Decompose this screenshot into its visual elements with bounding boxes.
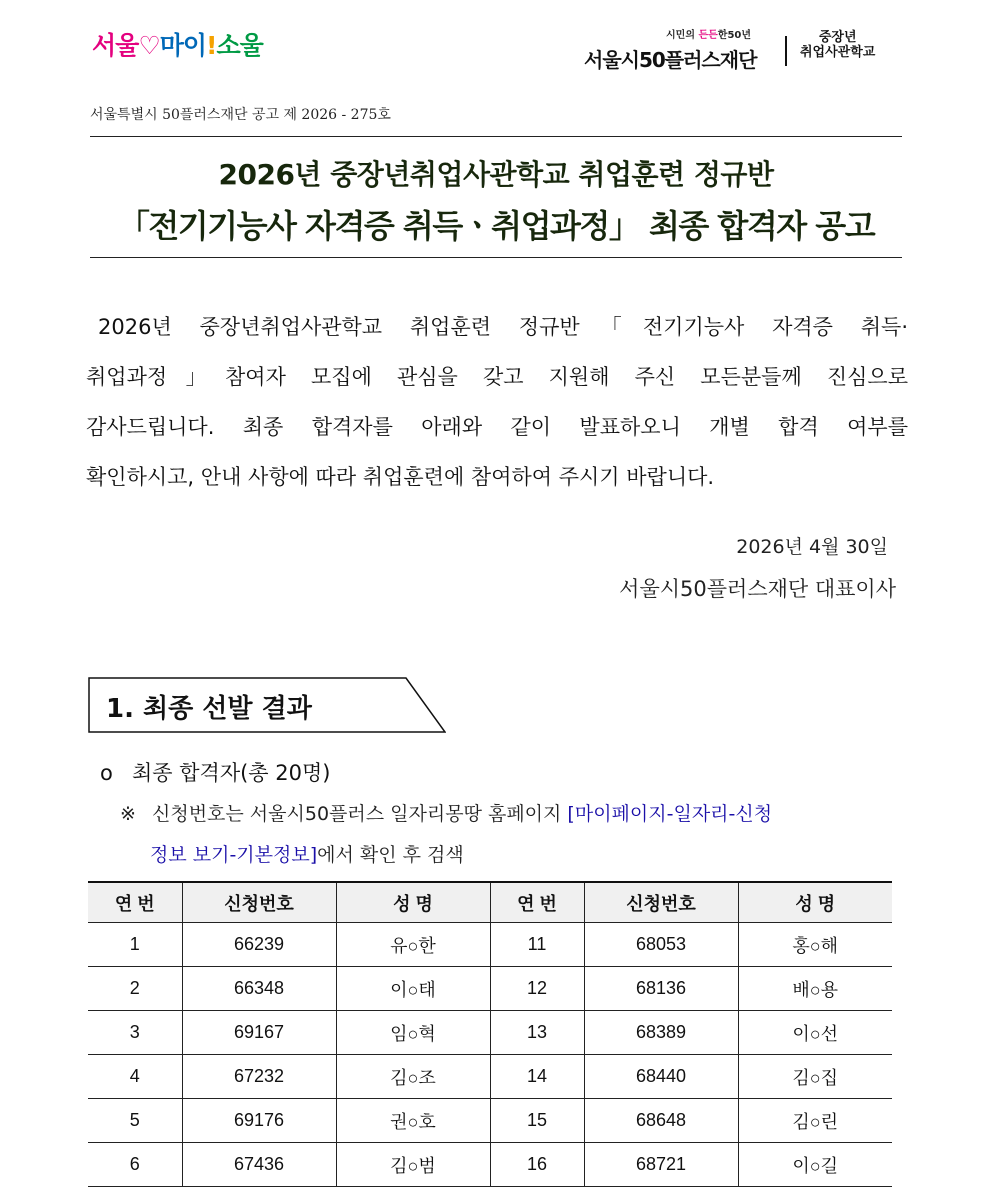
mypage-path-link: [마이페이지-일자리-신청	[567, 803, 773, 825]
intro-paragraph: 2026년 중장년취업사관학교 취업훈련 정규반「전기기능사 자격증 취득· 취업과정」참여자 모집에 관심을 갖고 지원해 주신 모든분들께 진심으로 감사드립니다. 최종 합격자를 아래와 같이 발표하오니 개별 합격 여부를 확인하시고, 안내 사항에 따라 취업훈련에 참여하여 주시기 바랍니다.	[86, 315, 908, 489]
table-row: 2 66348 이○태 12 68136 배○용	[88, 967, 892, 1011]
reference-mark: ※	[120, 803, 136, 825]
table-row: 6 67436 김○범 16 68721 이○길	[88, 1143, 892, 1187]
notice-number: 서울특별시 50플러스재단 공고 제 2026 - 275호	[90, 107, 391, 123]
bullet-mark: o	[100, 761, 113, 785]
foundation-name: 서울시50플러스재단	[584, 48, 757, 72]
lookup-note-continued: 정보 보기-기본정보]에서 확인 후 검색	[150, 844, 464, 866]
page-title-line2: 「전기기능사 자격증 취득ㆍ취업과정」 최종 합격자 공고	[117, 207, 875, 245]
table-row: 3 69167 임○혁 13 68389 이○선	[88, 1011, 892, 1055]
table-row: 4 67232 김○조 14 68440 김○집	[88, 1055, 892, 1099]
section-title: 1. 최종 선발 결과	[106, 694, 312, 724]
lookup-note: ※ 신청번호는 서울시50플러스 일자리몽땅 홈페이지 [마이페이지-일자리-신청	[120, 803, 773, 825]
signer: 서울시50플러스재단 대표이사	[619, 577, 896, 601]
result-summary: o 최종 합격자(총 20명)	[100, 761, 331, 785]
page-title-line1: 2026년 중장년취업사관학교 취업훈련 정규반	[218, 158, 774, 191]
mypage-path-link-continued: 정보 보기-기본정보]	[150, 844, 318, 866]
title-top-rule	[90, 136, 902, 137]
header-app-no: 신청번호	[182, 882, 336, 923]
school-logo: 중장년 취업사관학교	[800, 30, 876, 60]
results-table	[88, 881, 892, 1187]
announcement-date: 2026년 4월 30일	[736, 536, 888, 558]
title-bottom-rule	[90, 257, 902, 258]
table-row: 1 66239 유○한 11 68053 홍○해	[88, 923, 892, 967]
header-seq: 연 번	[490, 882, 584, 923]
heart-icon: ♡	[138, 31, 160, 60]
header-app-no: 신청번호	[584, 882, 738, 923]
table-row: 5 69176 권○호 15 68648 김○린	[88, 1099, 892, 1143]
table-header-row	[88, 882, 892, 923]
foundation-logo	[584, 22, 900, 72]
header-name: 성 명	[738, 882, 892, 923]
header-name: 성 명	[336, 882, 490, 923]
logo-divider	[785, 36, 787, 66]
seoul-my-soul-logo: 서울♡마이!소울	[92, 31, 263, 60]
foundation-slogan: 시민의 든든한50년	[666, 30, 752, 41]
header-seq: 연 번	[88, 882, 182, 923]
